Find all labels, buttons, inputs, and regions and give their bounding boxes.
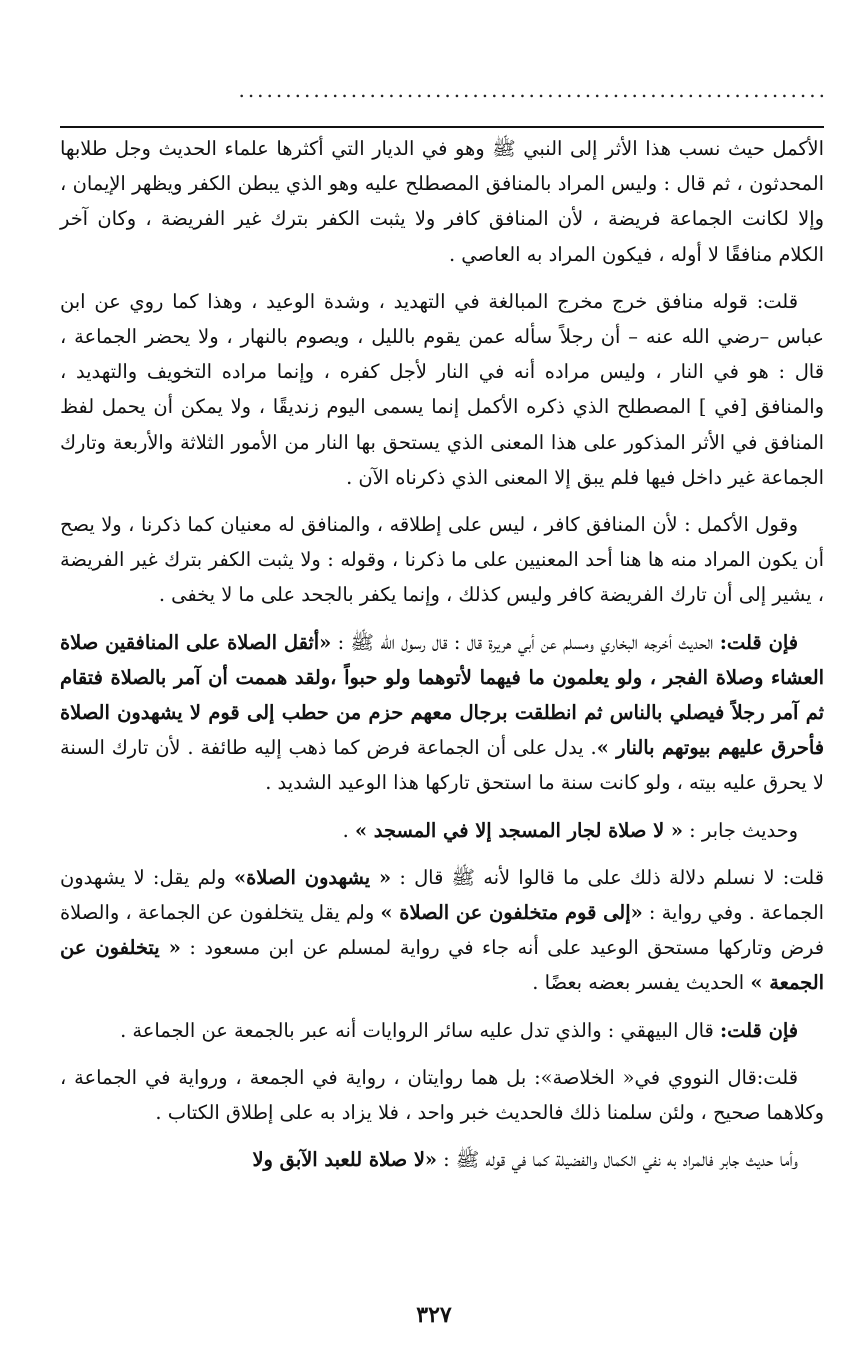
paragraph-6-quote-2: «إلى قوم متخلفون عن الصلاة » [380,901,643,925]
paragraph-5-text: وحديث جابر : [683,818,798,842]
paragraph-4 [60,625,824,801]
paragraph-3-text: وقول الأكمل : لأن المنافق كافر ، ليس على إطلاقه ، والمنافق له معنيان كما ذكرنا ، ولا يصح أن يكون المراد منه ها هنا أحد المعنيين على ما ذكرنا ، وقوله : ولا يثبت الكفر بترك غير الفريضة ، يشير إلى أن تارك الفريضة كافر وليس كذلك ، وإنما يكفر بالجحد على ما لا يخفى . [60,513,824,607]
paragraph-3 [60,507,824,613]
paragraph-2-text: قلت: قوله منافق خرج مخرج المبالغة في التهديد ، وشدة الوعيد ، وهذا كما روي عن ابن عباس –رضي الله عنه – أن رجلاً سأله عمن يقوم بالليل ، ويصوم بالنهار ، ولا يحضر الجماعة ، قال : هو في النار ، وليس مراده أنه في النار لأجل كفره ، وإنما مراده التخويف والتهديد ، والمنافق [في ] المصطلح الذي ذكره الأكمل إنما يسمى اليوم زنديقًا ، ولا يمكن أن يحمل لفظ المنافق في الأثر المذكور على هذا المعنى الذي يستحق بها النار من الأمور الثلاثة والأربعة وتارك الجماعة غير داخل فيها فلم يبق إلا المعنى الذي ذكرناه الآن . [60,289,824,489]
paragraph-6 [60,860,824,1001]
header-rule [60,126,824,128]
paragraph-8-text: قلت:قال النووي في« الخلاصة»: بل هما روايتان ، رواية في الجمعة ، ورواية في الجماعة ، وكلاهما صحيح ، ولئن سلمنا ذلك فالحديث خبر واحد ، فلا يزاد به على إطلاق الكتاب . [60,1065,824,1125]
paragraph-4-text: الحديث أخرجه البخاري ومسلم عن أبي هريرة قال : قال رسول الله ﷺ : [331,630,720,654]
paragraph-4-text-end: . يدل على أن الجماعة فرض كما ذهب إليه طائفة . لأن تارك السنة لا يحرق عليه بيته ، ولو كانت سنة ما استحق تاركها هذا الوعيد الشديد . [60,736,824,795]
paragraph-4-hadith: «أثقل الصلاة على المنافقين صلاة العشاء وصلاة الفجر ، ولو يعلمون ما فيهما لأتوهما ولو حبواً ،ولقد هممت أن آمر بالصلاة فتقام ثم آمر رجلاً فيصلي بالناس ثم انطلقت برجال معهم حزم من حطب إلى قوم لا يشهدون الصلاة فأحرق عليهم بيوتهم بالنار » [60,630,824,760]
paragraph-6-text-end: الحديث يفسر بعضه بعضًا . [532,971,751,995]
page-number: ٣٢٧ [416,1302,452,1328]
paragraph-6-quote-3: « يتخلفون عن الجمعة » [60,936,824,995]
paragraph-6-text-3: ولم يقل يتخلفون عن الجماعة ، والصلاة فرض وتاركها مستحق الوعيد على أنه جاء في رواية لمسلم عن ابن مسعود : [60,901,824,960]
paragraph-7-text: قال البيهقي : والذي تدل عليه سائر الروايات أنه عبر بالجمعة عن الجماعة . [120,1018,720,1042]
paragraph-5-hadith: « لا صلاة لجار المسجد إلا في المسجد » [354,818,684,842]
paragraph-8 [60,1060,824,1130]
page-body [60,131,824,1189]
header-dotted-line: ............................................................... [238,80,828,100]
paragraph-6-text: قلت: لا نسلم دلالة ذلك على ما قالوا لأنه ﷺ قال : [391,865,824,889]
paragraph-1-text: الأكمل حيث نسب هذا الأثر إلى النبي ﷺ وهو في الديار التي أكثرها علماء الحديث وجل طلابها المحدثون ، ثم قال : وليس المراد بالمنافق المصطلح عليه وهو الذي يبطن الكفر ويظهر الإيمان ، وإلا لكانت الجماعة فريضة ، لأن المنافق كافر ولا يثبت الكفر بترك غير الفريضة ، وكان آخر الكلام منافقًا لا أوله ، فيكون المراد به العاصي . [60,137,824,266]
paragraph-1 [60,131,824,272]
paragraph-7 [60,1013,824,1048]
paragraph-9-hadith: «لا صلاة للعبد الآبق ولا [252,1148,437,1172]
paragraph-5 [60,813,824,848]
paragraph-9-text: وأما حديث جابر فالمراد به نفي الكمال والفضيلة كما في قوله ﷺ : [437,1148,798,1172]
paragraph-2 [60,284,824,495]
paragraph-7-lead: فإن قلت: [719,1018,798,1042]
paragraph-6-text-2: ولم يقل: لا يشهدون الجماعة . وفي رواية : [60,865,824,925]
paragraph-9 [60,1142,824,1177]
paragraph-5-text-end: . [342,818,355,842]
paragraph-6-quote-1: « يشهدون الصلاة» [233,865,392,889]
paragraph-4-lead: فإن قلت: [719,630,798,654]
